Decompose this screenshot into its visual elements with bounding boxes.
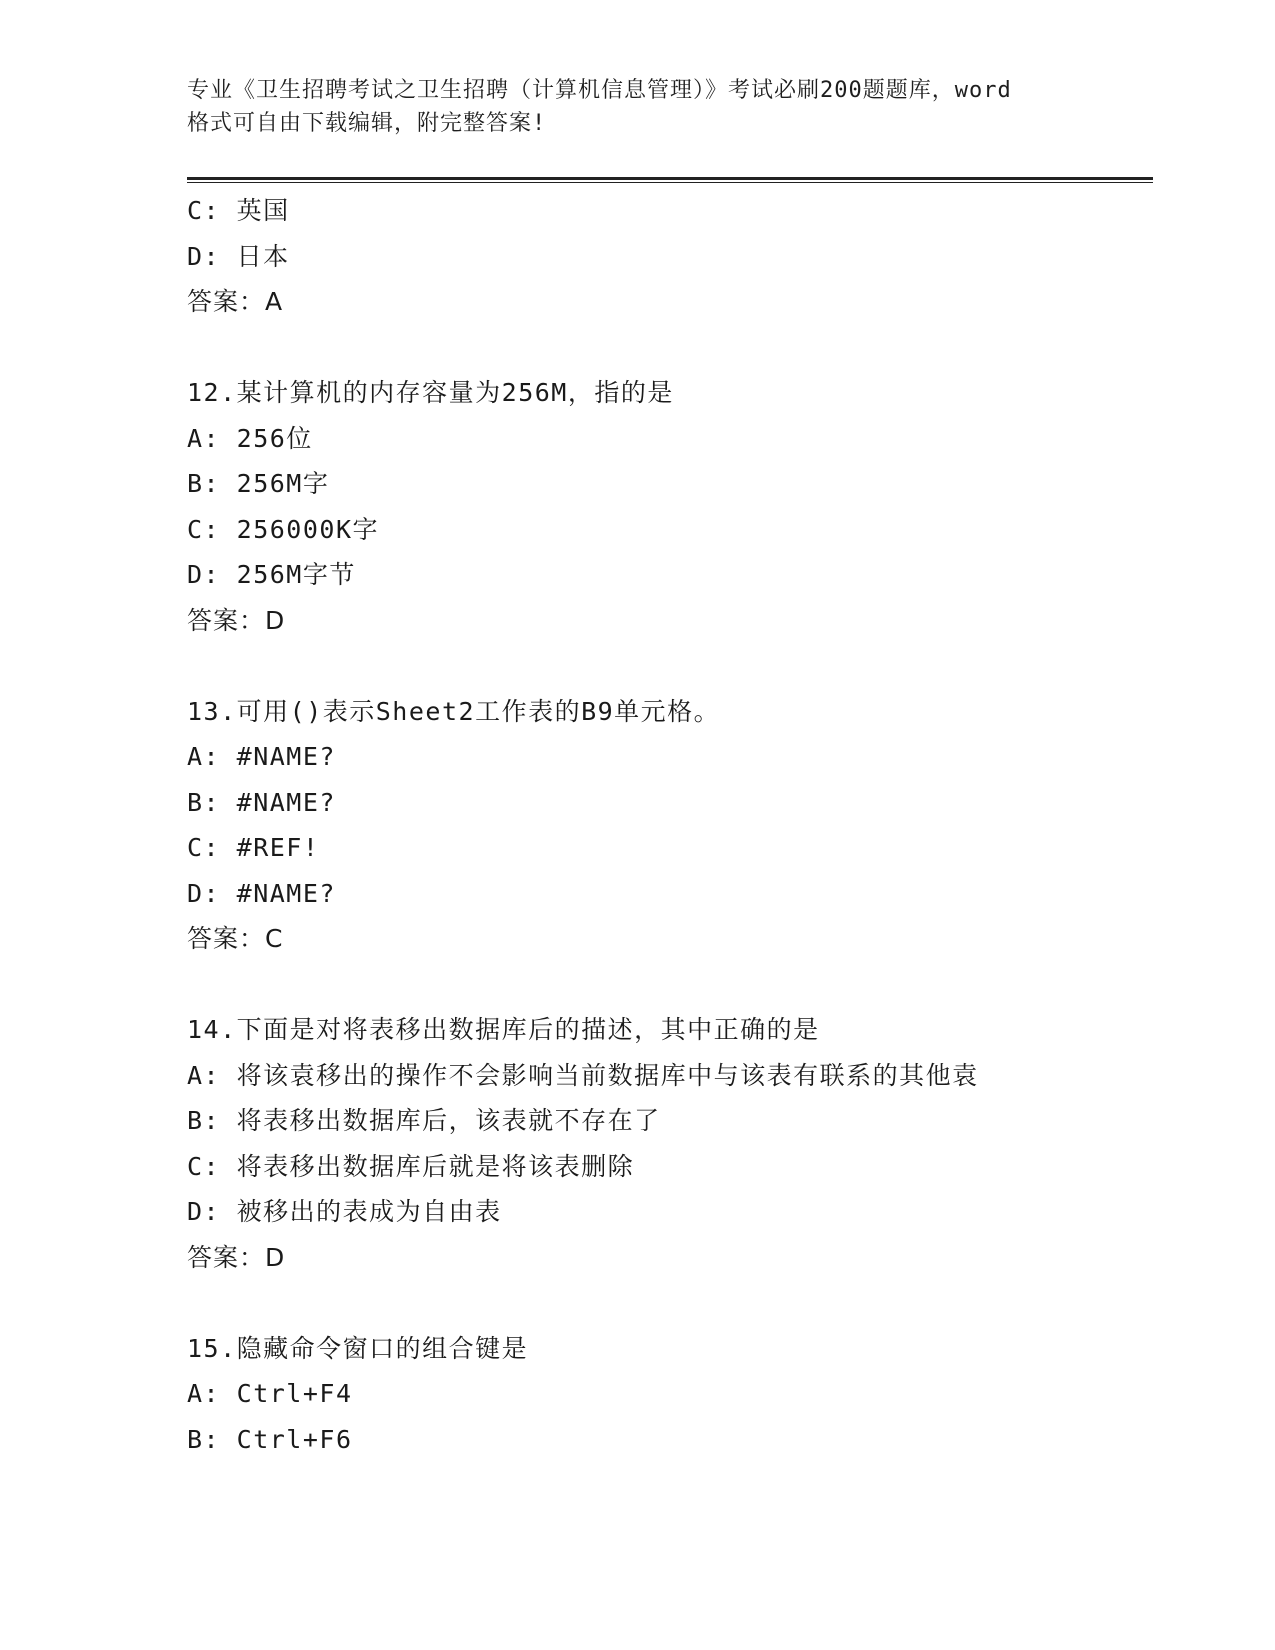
option-a: A: 256位 [187,423,313,453]
option-a: A: #NAME? [187,742,336,771]
header-line-2: 格式可自由下载编辑，附完整答案! [187,111,547,136]
option-c: C: #REF! [187,833,320,862]
question-text: 14.下面是对将表移出数据库后的描述，其中正确的是 [187,1015,820,1044]
option-c: C: 将表移出数据库后就是将该表删除 [187,1151,635,1181]
answer-line: 答案：D [187,1242,286,1272]
question-text: 13.可用()表示Sheet2工作表的B9单元格。 [187,696,721,726]
option-b: B: Ctrl+F6 [187,1424,353,1454]
question-block-12 [187,370,1147,643]
option-d: D: 256M字节 [187,560,356,589]
option-d: D: 日本 [187,241,290,271]
question-list [187,188,1147,1462]
answer-line: 答案：A [187,287,284,316]
option-b: B: 256M字 [187,469,330,498]
option-d: D: #NAME? [187,878,336,908]
header-line-1: 专业《卫生招聘考试之卫生招聘（计算机信息管理）》考试必刷200题题库，word [187,78,1012,103]
question-text: 15.隐藏命令窗口的组合键是 [187,1333,529,1363]
answer-line: 答案：D [187,605,286,635]
answer-line: 答案：C [187,924,284,953]
spacer [187,962,1147,1008]
question-block-15 [187,1326,1147,1463]
option-b: B: #NAME? [187,787,336,817]
option-c: C: 英国 [187,196,290,225]
spacer [187,643,1147,689]
header-divider-thin [187,182,1153,183]
header-divider-thick [187,177,1153,180]
question-text: 12.某计算机的内存容量为256M，指的是 [187,378,674,407]
spacer [187,325,1147,371]
option-c: C: 256000K字 [187,514,380,544]
document-header [187,74,1087,140]
question-block-13 [187,689,1147,962]
option-d: D: 被移出的表成为自由表 [187,1197,502,1226]
question-block-continued [187,188,1147,325]
question-block-14 [187,1007,1147,1280]
option-b: B: 将表移出数据库后，该表就不存在了 [187,1106,661,1135]
spacer [187,1280,1147,1326]
option-a: A: 将该袁移出的操作不会影响当前数据库中与该表有联系的其他袁 [187,1060,979,1090]
option-a: A: Ctrl+F4 [187,1379,353,1408]
